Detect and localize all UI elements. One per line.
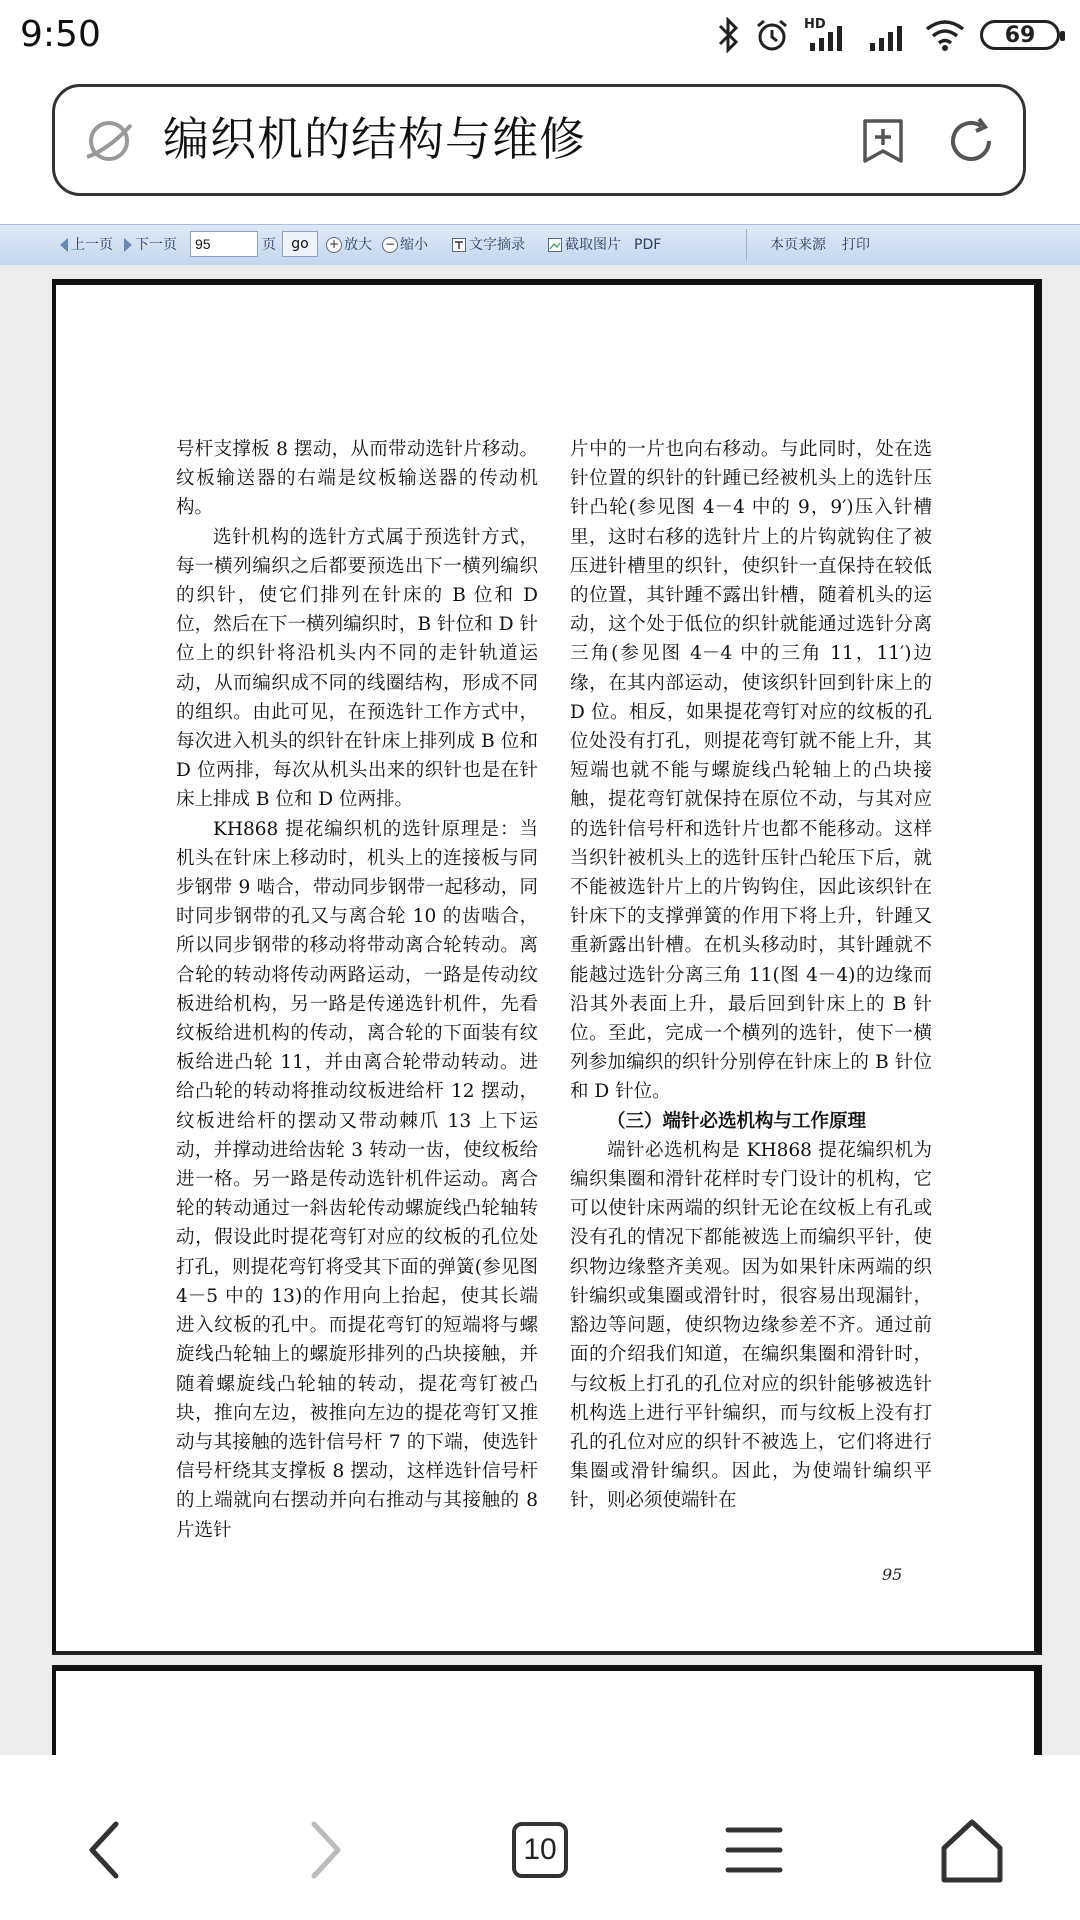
left-paragraph-1: 号杆支撑板 8 摆动，从而带动选针片移动。纹板输送器的右端是纹板输送器的传动机构。: [176, 439, 538, 519]
search-title[interactable]: 编织机的结构与维修: [163, 112, 586, 166]
status-bar: [0, 0, 1080, 72]
signal-icon: [866, 17, 910, 53]
back-icon[interactable]: [56, 1800, 156, 1900]
battery-icon: [980, 20, 1060, 50]
home-icon[interactable]: [922, 1800, 1022, 1900]
right-column: [570, 435, 932, 1516]
hd-label: HD: [804, 17, 826, 32]
source-link[interactable]: 本页来源: [770, 237, 826, 253]
next-page-label: 下一页: [135, 237, 177, 253]
status-time: 9:50: [20, 14, 101, 55]
document-page: [52, 279, 1042, 1655]
refresh-icon[interactable]: [943, 113, 999, 169]
tabs-icon: [512, 1822, 568, 1878]
tabs-button[interactable]: [490, 1800, 590, 1900]
forward-icon[interactable]: [274, 1800, 374, 1900]
zoom-in-icon: +: [326, 237, 342, 253]
planet-icon: [81, 113, 137, 169]
wifi-icon: [924, 17, 966, 53]
capture-image-label: 截取图片: [565, 237, 621, 253]
zoom-in-label: 放大: [344, 237, 372, 253]
print-link[interactable]: 打印: [842, 237, 870, 253]
zoom-in-button[interactable]: [326, 225, 372, 265]
go-button[interactable]: go: [282, 231, 318, 257]
text-extract-button[interactable]: [452, 225, 525, 265]
text-extract-label: 文字摘录: [469, 237, 525, 253]
pdf-button[interactable]: PDF: [634, 237, 662, 253]
page-number-input[interactable]: 95: [190, 231, 258, 257]
battery-level: 69: [1004, 22, 1036, 48]
prev-page-label: 上一页: [71, 237, 113, 253]
next-page-button[interactable]: [124, 225, 177, 265]
toolbar-divider: [746, 229, 747, 261]
viewer-toolbar: [0, 224, 1080, 266]
document-viewer[interactable]: [0, 265, 1080, 1755]
left-paragraph-2: 选针机构的选针方式属于预选针方式，每一横列编织之后都要预选出下一横列编织的织针，使它们排列在针床的 B 位和 D 位，然后在下一横列编织时，B 针位和 D 针位上的织针将沿机头内不同的走针轨道运动，从而编织成不同的线圈结构，形成不同的组织。由此可见，在预选针工作方式中，每次进入机头的织针在针床上排列成 B 位和 D 位两排，每次从机头出来的织针也是在针床上排成 B 位和 D 位两排。: [176, 526, 538, 811]
next-document-page: [52, 1665, 1042, 1755]
right-paragraph-1: 片中的一片也向右移动。与此同时，处在选针位置的织针的针踵已经被机头上的选针压针凸轮(参见图 4－4 中的 9，9′)压入针槽里，这时右移的选针片上的片钩就钩住了被压进针槽里的织针，使织针一直保持在较低的位置，其针踵不露出针槽，随着机头的运动，这个处于低位的织针就能通过选针分离三角(参见图 4－4 中的三角 11，11′)边缘，在其内部运动，使该织针回到针床上的 D 位。相反，如果提花弯钉对应的纹板的孔位处没有打孔，则提花弯钉就不能上升，其短端也就不能与螺旋线凸轮轴上的凸块接触，提花弯钉就保持在原位不动，与其对应的选针信号杆和选针片也都不能移动。这样当织针被机头上的选针压针凸轮压下后，就不能被选针片上的片钩钩住，因此该织针在针床下的支撑弹簧的作用下将上升，针踵又重新露出针槽。在机头移动时，其针踵就不能越过选针分离三角 11(图 4－4)的边缘而沿其外表面上升，最后回到针床上的 B 针位。至此，完成一个横列的选针，使下一横列参加编织的织针分别停在针床上的 B 针位和 D 针位。: [570, 439, 932, 1103]
capture-image-button[interactable]: [548, 225, 621, 265]
menu-icon[interactable]: [704, 1800, 804, 1900]
capture-image-icon: [548, 238, 562, 252]
next-arrow-icon: [124, 238, 132, 252]
section-heading: （三）端针必选机构与工作原理: [607, 1110, 867, 1132]
zoom-out-label: 缩小: [400, 237, 428, 253]
alarm-icon: [754, 17, 790, 53]
bottom-navigation: [0, 1776, 1080, 1920]
bluetooth-icon: [716, 17, 740, 53]
status-icons: [716, 12, 1060, 58]
hd-signal-icon: [804, 17, 852, 53]
left-column: [176, 435, 538, 1545]
page-suffix: 页: [262, 237, 276, 253]
prev-page-button[interactable]: [60, 225, 113, 265]
search-bar[interactable]: [52, 84, 1026, 196]
tab-count: 10: [523, 1833, 557, 1866]
text-extract-icon: [452, 238, 466, 252]
page-number: 95: [882, 1565, 903, 1584]
add-bookmark-icon[interactable]: [855, 113, 911, 169]
zoom-out-icon: −: [382, 237, 398, 253]
right-paragraph-2: 端针必选机构是 KH868 提花编织机为编织集圈和滑针花样时专门设计的机构，它可以使针床两端的织针无论在纹板上有孔或没有孔的情况下都能被选上而编织平针，使织物边缘整齐美观。因为如果针床两端的织针编织或集圈或滑针时，很容易出现漏针，豁边等问题，使织物边缘参差不齐。通过前面的介绍我们知道，在编织集圈和滑针时，与纹板上打孔的孔位对应的织针能够被选针机构选上进行平针编织，而与纹板上没有打孔的孔位对应的织针不被选上，它们将进行集圈或滑针编织。因此，为使端针编织平针，则必须使端针在: [570, 1139, 932, 1512]
left-paragraph-3: KH868 提花编织机的选针原理是：当机头在针床上移动时，机头上的连接板与同步钢带 9 啮合，带动同步钢带一起移动，同时同步钢带的孔又与离合轮 10 的齿啮合，所以同步钢带的移动将带动离合轮转动。离合轮的转动将传动两路运动，一路是传动纹板进给机构，另一路是传递选针机件，先看纹板给进机构的传动，离合轮的下面装有纹板给进凸轮 11，并由离合轮带动转动。进给凸轮的转动将推动纹板进给杆 12 摆动，纹板进给杆的摆动又带动棘爪 13 上下运动，并撑动进给齿轮 3 转动一齿，使纹板给进一格。另一路是传动选针机件运动。离合轮的转动通过一斜齿轮传动螺旋线凸轮轴转动，假设此时提花弯钉对应的纹板的孔位处打孔，则提花弯钉将受其下面的弹簧(参见图 4－5 中的 13)的作用向上抬起，使其长端进入纹板的孔中。而提花弯钉的短端将与螺旋线凸轮轴上的螺旋形排列的凸块接触，并随着螺旋线凸轮轴的转动，提花弯钉被凸块，推向左边，被推向左边的提花弯钉又推动与其接触的选针信号杆 7 的下端，使选针信号杆绕其支撑板 8 摆动，这样选针信号杆的上端就向右摆动并向右推动与其接触的 8 片选针: [176, 818, 538, 1541]
zoom-out-button[interactable]: [382, 225, 428, 265]
prev-arrow-icon: [60, 238, 68, 252]
